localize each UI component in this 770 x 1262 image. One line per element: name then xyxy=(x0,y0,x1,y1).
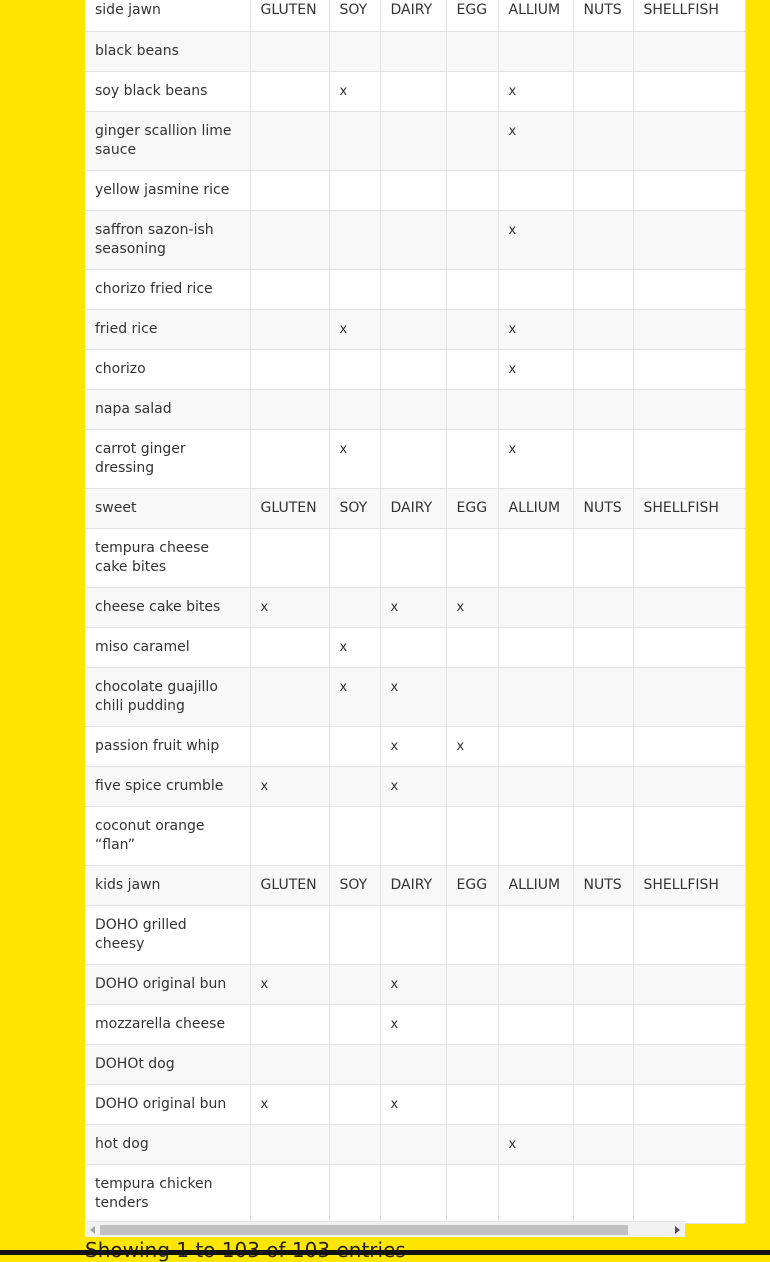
cell-allium xyxy=(498,905,573,964)
cell-shellfish xyxy=(633,766,745,806)
cell-allium: x xyxy=(498,309,573,349)
cell-shellfish xyxy=(633,587,745,627)
cell-dairy xyxy=(380,806,446,865)
cell-dairy: x xyxy=(380,667,446,726)
cell-egg xyxy=(446,1084,498,1124)
cell-gluten xyxy=(250,210,329,269)
table-row xyxy=(85,667,745,726)
horizontal-scrollbar[interactable] xyxy=(85,1221,685,1238)
cell-egg xyxy=(446,210,498,269)
cell-gluten xyxy=(250,528,329,587)
cell-nuts xyxy=(573,964,633,1004)
table-row xyxy=(85,905,745,964)
scroll-left-arrow-icon[interactable] xyxy=(90,1226,95,1234)
cell-allium xyxy=(498,1164,573,1223)
header-egg: EGG xyxy=(446,865,498,905)
cell-allium xyxy=(498,964,573,1004)
cell-nuts xyxy=(573,766,633,806)
cell-shellfish xyxy=(633,964,745,1004)
header-soy: SOY xyxy=(329,865,380,905)
cell-soy xyxy=(329,964,380,1004)
cell-shellfish xyxy=(633,111,745,170)
table-row xyxy=(85,587,745,627)
item-name: DOHO original bun xyxy=(85,964,250,1004)
cell-shellfish xyxy=(633,31,745,71)
cell-dairy xyxy=(380,905,446,964)
cell-soy xyxy=(329,210,380,269)
item-name: DOHO grilled cheesy xyxy=(85,905,250,964)
cell-nuts xyxy=(573,269,633,309)
cell-gluten xyxy=(250,726,329,766)
header-allium: ALLIUM xyxy=(498,488,573,528)
cell-egg xyxy=(446,31,498,71)
table-row xyxy=(85,170,745,210)
cell-shellfish xyxy=(633,1084,745,1124)
cell-nuts xyxy=(573,627,633,667)
cell-gluten: x xyxy=(250,766,329,806)
header-dairy: DAIRY xyxy=(380,865,446,905)
item-name: cheese cake bites xyxy=(85,587,250,627)
cell-shellfish xyxy=(633,389,745,429)
item-name: mozzarella cheese xyxy=(85,1004,250,1044)
cell-gluten xyxy=(250,667,329,726)
cell-soy: x xyxy=(329,429,380,488)
table-row xyxy=(85,964,745,1004)
item-name: tempura chicken tenders xyxy=(85,1164,250,1223)
cell-shellfish xyxy=(633,1124,745,1164)
allergen-table xyxy=(85,0,746,1224)
item-name: coconut orange “flan” xyxy=(85,806,250,865)
cell-egg xyxy=(446,905,498,964)
table-row xyxy=(85,210,745,269)
cell-egg xyxy=(446,627,498,667)
cell-dairy xyxy=(380,627,446,667)
cell-egg xyxy=(446,1004,498,1044)
cell-shellfish xyxy=(633,1004,745,1044)
cell-nuts xyxy=(573,210,633,269)
table-row xyxy=(85,111,745,170)
header-egg: EGG xyxy=(446,488,498,528)
cell-egg: x xyxy=(446,726,498,766)
cell-shellfish xyxy=(633,349,745,389)
cell-egg xyxy=(446,349,498,389)
allergen-table-panel xyxy=(85,0,719,1237)
cell-egg xyxy=(446,1124,498,1164)
allergen-table-body xyxy=(85,0,745,1223)
cell-dairy xyxy=(380,1044,446,1084)
cell-shellfish xyxy=(633,627,745,667)
cell-nuts xyxy=(573,587,633,627)
cell-egg xyxy=(446,429,498,488)
cell-nuts xyxy=(573,111,633,170)
cell-gluten xyxy=(250,627,329,667)
cell-dairy xyxy=(380,210,446,269)
table-row xyxy=(85,1164,745,1223)
cell-dairy xyxy=(380,170,446,210)
cell-dairy xyxy=(380,71,446,111)
cell-gluten xyxy=(250,111,329,170)
cell-dairy: x xyxy=(380,587,446,627)
cell-allium xyxy=(498,627,573,667)
cell-allium: x xyxy=(498,71,573,111)
cell-shellfish xyxy=(633,71,745,111)
section-header-row xyxy=(85,865,745,905)
header-nuts: NUTS xyxy=(573,865,633,905)
cell-allium: x xyxy=(498,349,573,389)
header-shellfish: SHELLFISH xyxy=(633,0,745,31)
item-name: DOHOt dog xyxy=(85,1044,250,1084)
cell-nuts xyxy=(573,667,633,726)
table-row xyxy=(85,1124,745,1164)
cell-gluten xyxy=(250,309,329,349)
item-name: carrot ginger dressing xyxy=(85,429,250,488)
cell-gluten xyxy=(250,429,329,488)
cell-shellfish xyxy=(633,726,745,766)
item-name: tempura cheese cake bites xyxy=(85,528,250,587)
cell-dairy xyxy=(380,111,446,170)
cell-shellfish xyxy=(633,309,745,349)
cell-nuts xyxy=(573,429,633,488)
header-dairy: DAIRY xyxy=(380,488,446,528)
cell-shellfish xyxy=(633,429,745,488)
cell-nuts xyxy=(573,309,633,349)
item-name: napa salad xyxy=(85,389,250,429)
cell-nuts xyxy=(573,806,633,865)
section-name: sweet xyxy=(85,488,250,528)
table-row xyxy=(85,528,745,587)
cell-gluten xyxy=(250,31,329,71)
item-name: chocolate guajillo chili pudding xyxy=(85,667,250,726)
cell-soy xyxy=(329,905,380,964)
section-name: side jawn xyxy=(85,0,250,31)
cell-shellfish xyxy=(633,269,745,309)
cell-allium: x xyxy=(498,111,573,170)
cell-nuts xyxy=(573,905,633,964)
cell-dairy: x xyxy=(380,726,446,766)
cell-nuts xyxy=(573,1044,633,1084)
cell-shellfish xyxy=(633,170,745,210)
cell-shellfish xyxy=(633,667,745,726)
cell-gluten xyxy=(250,269,329,309)
cell-dairy xyxy=(380,429,446,488)
section-name: kids jawn xyxy=(85,865,250,905)
cell-nuts xyxy=(573,1004,633,1044)
header-shellfish: SHELLFISH xyxy=(633,865,745,905)
cell-soy xyxy=(329,528,380,587)
table-row xyxy=(85,309,745,349)
table-row xyxy=(85,71,745,111)
bottom-divider xyxy=(0,1250,770,1255)
cell-egg xyxy=(446,1164,498,1223)
cell-soy xyxy=(329,1164,380,1223)
cell-dairy: x xyxy=(380,766,446,806)
cell-soy xyxy=(329,389,380,429)
item-name: miso caramel xyxy=(85,627,250,667)
cell-egg xyxy=(446,71,498,111)
header-gluten: GLUTEN xyxy=(250,0,329,31)
cell-soy xyxy=(329,31,380,71)
item-name: ginger scallion lime sauce xyxy=(85,111,250,170)
cell-dairy: x xyxy=(380,1004,446,1044)
scroll-right-arrow-icon[interactable] xyxy=(675,1226,680,1234)
cell-allium xyxy=(498,269,573,309)
cell-egg xyxy=(446,766,498,806)
cell-soy xyxy=(329,806,380,865)
cell-gluten xyxy=(250,806,329,865)
cell-allium xyxy=(498,587,573,627)
table-row xyxy=(85,429,745,488)
cell-nuts xyxy=(573,71,633,111)
cell-soy xyxy=(329,766,380,806)
item-name: DOHO original bun xyxy=(85,1084,250,1124)
cell-soy xyxy=(329,1044,380,1084)
cell-allium xyxy=(498,528,573,587)
header-soy: SOY xyxy=(329,488,380,528)
table-row xyxy=(85,1044,745,1084)
cell-soy: x xyxy=(329,667,380,726)
table-row xyxy=(85,766,745,806)
table-row xyxy=(85,1084,745,1124)
cell-dairy xyxy=(380,1164,446,1223)
cell-nuts xyxy=(573,349,633,389)
cell-gluten xyxy=(250,1044,329,1084)
cell-shellfish xyxy=(633,806,745,865)
cell-soy: x xyxy=(329,627,380,667)
cell-dairy xyxy=(380,389,446,429)
table-row xyxy=(85,806,745,865)
cell-dairy xyxy=(380,528,446,587)
cell-dairy xyxy=(380,309,446,349)
cell-gluten xyxy=(250,905,329,964)
item-name: black beans xyxy=(85,31,250,71)
header-dairy: DAIRY xyxy=(380,0,446,31)
cell-egg xyxy=(446,1044,498,1084)
cell-soy xyxy=(329,170,380,210)
table-row xyxy=(85,31,745,71)
cell-nuts xyxy=(573,726,633,766)
cell-soy: x xyxy=(329,309,380,349)
cell-allium: x xyxy=(498,1124,573,1164)
cell-soy xyxy=(329,1084,380,1124)
header-nuts: NUTS xyxy=(573,488,633,528)
cell-allium xyxy=(498,170,573,210)
cell-gluten xyxy=(250,349,329,389)
cell-soy xyxy=(329,1124,380,1164)
scrollbar-thumb[interactable] xyxy=(100,1225,628,1235)
item-name: hot dog xyxy=(85,1124,250,1164)
cell-soy: x xyxy=(329,71,380,111)
item-name: saffron sazon-ish seasoning xyxy=(85,210,250,269)
cell-egg xyxy=(446,389,498,429)
cell-dairy xyxy=(380,31,446,71)
cell-dairy: x xyxy=(380,1084,446,1124)
cell-nuts xyxy=(573,170,633,210)
item-name: chorizo xyxy=(85,349,250,389)
cell-egg xyxy=(446,964,498,1004)
cell-gluten: x xyxy=(250,587,329,627)
cell-egg xyxy=(446,309,498,349)
item-name: soy black beans xyxy=(85,71,250,111)
header-allium: ALLIUM xyxy=(498,865,573,905)
cell-egg xyxy=(446,111,498,170)
cell-egg xyxy=(446,170,498,210)
cell-egg xyxy=(446,667,498,726)
cell-shellfish xyxy=(633,1164,745,1223)
header-soy: SOY xyxy=(329,0,380,31)
cell-soy xyxy=(329,111,380,170)
header-nuts: NUTS xyxy=(573,0,633,31)
header-gluten: GLUTEN xyxy=(250,865,329,905)
cell-soy xyxy=(329,269,380,309)
cell-dairy: x xyxy=(380,964,446,1004)
cell-gluten xyxy=(250,1004,329,1044)
cell-gluten xyxy=(250,170,329,210)
cell-shellfish xyxy=(633,905,745,964)
cell-egg: x xyxy=(446,587,498,627)
header-gluten: GLUTEN xyxy=(250,488,329,528)
table-row xyxy=(85,389,745,429)
header-allium: ALLIUM xyxy=(498,0,573,31)
cell-allium xyxy=(498,667,573,726)
cell-egg xyxy=(446,806,498,865)
cell-soy xyxy=(329,349,380,389)
cell-dairy xyxy=(380,349,446,389)
cell-gluten xyxy=(250,71,329,111)
cell-nuts xyxy=(573,528,633,587)
table-row xyxy=(85,726,745,766)
cell-soy xyxy=(329,1004,380,1044)
section-header-row xyxy=(85,488,745,528)
cell-nuts xyxy=(573,1124,633,1164)
cell-nuts xyxy=(573,1164,633,1223)
cell-gluten xyxy=(250,1164,329,1223)
cell-dairy xyxy=(380,269,446,309)
cell-shellfish xyxy=(633,210,745,269)
cell-allium xyxy=(498,766,573,806)
cell-gluten xyxy=(250,1124,329,1164)
item-name: chorizo fried rice xyxy=(85,269,250,309)
cell-gluten: x xyxy=(250,1084,329,1124)
cell-allium: x xyxy=(498,210,573,269)
cell-nuts xyxy=(573,389,633,429)
item-name: yellow jasmine rice xyxy=(85,170,250,210)
cell-dairy xyxy=(380,1124,446,1164)
table-row xyxy=(85,269,745,309)
header-egg: EGG xyxy=(446,0,498,31)
cell-allium xyxy=(498,726,573,766)
header-shellfish: SHELLFISH xyxy=(633,488,745,528)
cell-allium: x xyxy=(498,429,573,488)
cell-gluten: x xyxy=(250,964,329,1004)
cell-allium xyxy=(498,806,573,865)
table-row xyxy=(85,627,745,667)
cell-allium xyxy=(498,31,573,71)
table-row xyxy=(85,1004,745,1044)
cell-egg xyxy=(446,269,498,309)
item-name: passion fruit whip xyxy=(85,726,250,766)
cell-soy xyxy=(329,587,380,627)
item-name: fried rice xyxy=(85,309,250,349)
table-row xyxy=(85,349,745,389)
cell-allium xyxy=(498,1084,573,1124)
cell-nuts xyxy=(573,1084,633,1124)
item-name: five spice crumble xyxy=(85,766,250,806)
cell-allium xyxy=(498,1044,573,1084)
cell-nuts xyxy=(573,31,633,71)
cell-allium xyxy=(498,1004,573,1044)
cell-shellfish xyxy=(633,528,745,587)
cell-allium xyxy=(498,389,573,429)
cell-egg xyxy=(446,528,498,587)
cell-soy xyxy=(329,726,380,766)
section-header-row xyxy=(85,0,745,31)
cell-gluten xyxy=(250,389,329,429)
cell-shellfish xyxy=(633,1044,745,1084)
